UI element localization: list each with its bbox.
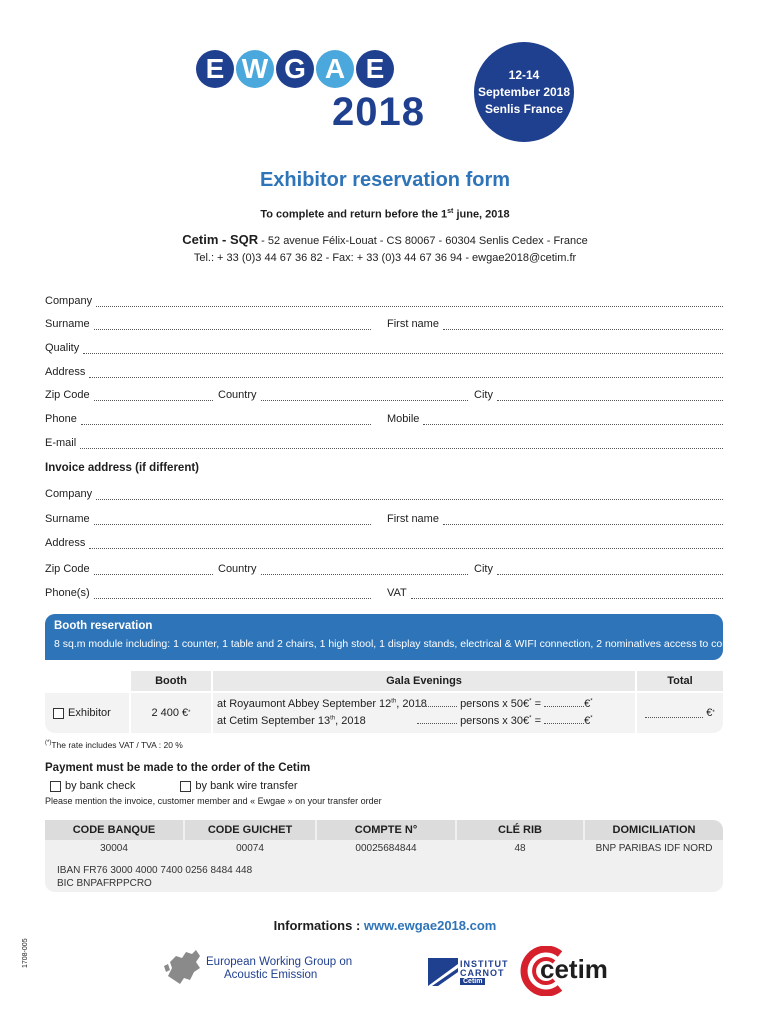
logo-letter: A bbox=[316, 50, 354, 88]
country-field[interactable] bbox=[218, 387, 468, 401]
mobile-field[interactable] bbox=[387, 411, 723, 425]
date-location: Senlis France bbox=[484, 101, 564, 116]
field-label: City bbox=[474, 389, 493, 401]
payment-options bbox=[50, 780, 298, 792]
carnot-text: INSTITUT bbox=[460, 959, 509, 969]
total-input[interactable] bbox=[645, 709, 703, 718]
iban-block bbox=[57, 864, 252, 890]
invoice-surname-field[interactable] bbox=[45, 511, 371, 525]
persons-label: persons x 30€ bbox=[460, 715, 530, 727]
bank-transfer-checkbox[interactable] bbox=[180, 781, 191, 792]
logo-letter: E bbox=[196, 50, 234, 88]
option-label: by bank check bbox=[65, 780, 136, 792]
bank-value: BNP PARIBAS IDF NORD bbox=[595, 843, 713, 854]
gala-royaumont bbox=[217, 698, 427, 710]
price-star: * bbox=[188, 710, 191, 716]
fill-line[interactable] bbox=[497, 390, 723, 401]
rate-star: * bbox=[529, 715, 532, 722]
euro-sign: € bbox=[584, 715, 591, 727]
bank-value: 30004 bbox=[100, 843, 128, 854]
fill-line[interactable] bbox=[83, 343, 723, 354]
invoice-city-field[interactable] bbox=[474, 561, 723, 575]
field-label: Company bbox=[45, 488, 93, 500]
rate-star: * bbox=[590, 698, 593, 705]
invoice-heading: Invoice address (if different) bbox=[45, 462, 200, 474]
booth-price: 2 400 € bbox=[151, 707, 189, 719]
rate-star: * bbox=[712, 710, 715, 716]
fill-line[interactable] bbox=[96, 489, 723, 500]
invoice-zip-code-field[interactable] bbox=[45, 561, 213, 575]
rate-star: * bbox=[590, 715, 593, 722]
surname-field[interactable] bbox=[45, 316, 371, 330]
ewg-line: European Working Group on bbox=[206, 956, 353, 968]
logo-letter: W bbox=[236, 50, 274, 88]
info-label: Informations : bbox=[273, 918, 364, 933]
document-code: 1708-005 bbox=[22, 938, 29, 968]
field-label: VAT bbox=[387, 587, 407, 599]
organizer-name: Cetim - SQR bbox=[182, 232, 259, 247]
fill-line[interactable] bbox=[89, 367, 723, 378]
field-label: Address bbox=[45, 537, 86, 549]
ewgae-logo bbox=[196, 50, 466, 140]
persons-label: persons x 50€ bbox=[460, 698, 530, 710]
carnot-text: CARNOT bbox=[460, 968, 505, 978]
info-line bbox=[0, 918, 770, 933]
footnote-mark: (*) bbox=[45, 740, 52, 747]
fill-line[interactable] bbox=[423, 414, 723, 425]
equals: = bbox=[531, 715, 545, 727]
ewg-logo-text bbox=[206, 956, 352, 982]
website-link[interactable]: www.ewgae2018.com bbox=[363, 918, 497, 933]
col-total-header: Total bbox=[637, 671, 723, 691]
fill-line[interactable] bbox=[497, 564, 723, 575]
gala-cetim bbox=[217, 715, 366, 727]
fill-line[interactable] bbox=[89, 538, 723, 549]
booth-title: Booth reservation bbox=[54, 620, 153, 632]
bank-header: CODE BANQUE bbox=[45, 820, 183, 840]
page-title: Exhibitor reservation form bbox=[259, 169, 511, 191]
event-date-badge bbox=[474, 42, 574, 142]
field-label: Zip Code bbox=[45, 389, 90, 401]
euro-sign: € bbox=[584, 698, 591, 710]
exhibitor-label: Exhibitor bbox=[68, 707, 111, 719]
date-month: September 2018 bbox=[477, 84, 571, 99]
gala-cell bbox=[213, 693, 635, 733]
invoice-address-field[interactable] bbox=[45, 535, 723, 549]
gala-label: at Royaumont Abbey September 12 bbox=[217, 698, 392, 710]
cetim-logo bbox=[520, 946, 610, 996]
bank-check-option[interactable] bbox=[50, 780, 135, 792]
fill-line[interactable] bbox=[96, 296, 723, 307]
exhibitor-checkbox[interactable] bbox=[53, 708, 64, 719]
europe-map-icon bbox=[162, 946, 204, 986]
fill-line[interactable] bbox=[443, 514, 723, 525]
quality-field[interactable] bbox=[45, 340, 723, 354]
logo-letter: G bbox=[276, 50, 314, 88]
bank-value: 00074 bbox=[236, 843, 264, 854]
carnot-icon bbox=[428, 958, 458, 986]
field-label: Phone(s) bbox=[45, 587, 90, 599]
field-label: Zip Code bbox=[45, 563, 90, 575]
deadline-text bbox=[0, 208, 770, 221]
bank-transfer-option[interactable] bbox=[180, 780, 297, 792]
field-label: Surname bbox=[45, 513, 90, 525]
fill-line[interactable] bbox=[443, 319, 723, 330]
rate-star: * bbox=[529, 698, 532, 705]
logo-letter: E bbox=[356, 50, 394, 88]
bank-check-checkbox[interactable] bbox=[50, 781, 61, 792]
fill-line[interactable] bbox=[80, 438, 723, 449]
phone-field[interactable] bbox=[45, 411, 371, 425]
logo-year: 2018 bbox=[332, 90, 425, 134]
field-label: Country bbox=[218, 563, 257, 575]
field-label: Mobile bbox=[387, 413, 420, 425]
bank-value: 00025684844 bbox=[355, 843, 417, 854]
booth-price-cell bbox=[131, 693, 211, 733]
fill-line[interactable] bbox=[94, 319, 371, 330]
gala-royaumont-persons[interactable] bbox=[417, 698, 593, 710]
bank-header: COMPTE N° bbox=[317, 820, 455, 840]
deadline-pre: To complete and return before the 1 bbox=[260, 208, 448, 221]
col-booth-header: Booth bbox=[131, 671, 211, 691]
gala-label: at Cetim September 13 bbox=[217, 715, 331, 727]
address-field[interactable] bbox=[45, 364, 723, 378]
cetim-wordmark: cetim bbox=[540, 954, 608, 984]
bic: BIC BNPAFRPPCRO bbox=[57, 878, 152, 889]
fill-line[interactable] bbox=[94, 390, 213, 401]
euro-sign: € bbox=[706, 707, 713, 719]
field-label: Surname bbox=[45, 318, 90, 330]
email-field[interactable] bbox=[45, 435, 723, 449]
gala-cetim-persons[interactable] bbox=[417, 715, 593, 727]
option-label: by bank wire transfer bbox=[195, 780, 298, 792]
invoice-first-name-field[interactable] bbox=[387, 511, 723, 525]
bank-value: 48 bbox=[514, 843, 526, 854]
bank-header: CODE GUICHET bbox=[185, 820, 315, 840]
date-days: 12-14 bbox=[508, 67, 540, 82]
field-label: City bbox=[474, 563, 493, 575]
total-cell[interactable] bbox=[637, 693, 723, 733]
fill-line[interactable] bbox=[81, 414, 371, 425]
field-label: Quality bbox=[45, 342, 80, 354]
persons-input[interactable] bbox=[417, 698, 457, 707]
amount-input[interactable] bbox=[544, 698, 584, 707]
persons-input[interactable] bbox=[417, 715, 457, 724]
invoice-company-field[interactable] bbox=[45, 486, 723, 500]
field-label: Phone bbox=[45, 413, 77, 425]
organizer-contact: Tel.: + 33 (0)3 44 67 36 82 - Fax: + 33 (0)3 44 67 36 94 - ewgae2018@cetim.fr bbox=[193, 252, 577, 264]
gala-sup: th bbox=[330, 715, 336, 722]
deadline-post: june, 2018 bbox=[453, 208, 510, 221]
fill-line[interactable] bbox=[94, 514, 371, 525]
gala-year: , 2018 bbox=[396, 698, 427, 710]
fill-line[interactable] bbox=[261, 390, 468, 401]
fill-line[interactable] bbox=[94, 588, 371, 599]
invoice-phones-field[interactable] bbox=[45, 585, 371, 599]
payment-title: Payment must be made to the order of the Cetim bbox=[45, 762, 311, 774]
field-label: Address bbox=[45, 366, 86, 378]
invoice-vat-field[interactable] bbox=[387, 585, 723, 599]
booth-reservation-banner bbox=[45, 614, 764, 660]
gala-sup: th bbox=[391, 698, 397, 705]
carnot-text: Cetim bbox=[460, 978, 485, 985]
field-label: Company bbox=[45, 295, 93, 307]
field-label: Country bbox=[218, 389, 257, 401]
fill-line[interactable] bbox=[411, 588, 723, 599]
equals: = bbox=[531, 698, 545, 710]
zip-code-field[interactable] bbox=[45, 387, 213, 401]
col-gala-header: Gala Evenings bbox=[213, 671, 635, 691]
footnote-text: The rate includes VAT / TVA : 20 % bbox=[51, 740, 183, 750]
deadline-sup: st bbox=[447, 208, 454, 215]
gala-year: , 2018 bbox=[335, 715, 366, 727]
exhibitor-option[interactable] bbox=[45, 693, 129, 733]
field-label: First name bbox=[387, 513, 439, 525]
bank-header: CLÉ RIB bbox=[457, 820, 583, 840]
invoice-country-field[interactable] bbox=[218, 561, 468, 575]
ewg-line: Acoustic Emission bbox=[224, 969, 318, 981]
carnot-logo bbox=[428, 958, 510, 986]
company-field[interactable] bbox=[45, 293, 723, 307]
fill-line[interactable] bbox=[94, 564, 213, 575]
organizer-street: - 52 avenue Félix-Louat - CS 80067 - 60304 Senlis Cedex - France bbox=[258, 235, 588, 247]
amount-input[interactable] bbox=[544, 715, 584, 724]
bank-header: DOMICILIATION bbox=[585, 820, 723, 840]
iban: IBAN FR76 3000 4000 7400 0256 8484 448 bbox=[57, 865, 253, 876]
vat-footnote bbox=[45, 740, 183, 750]
organizer-address bbox=[0, 232, 770, 247]
field-label: E-mail bbox=[45, 437, 77, 449]
payment-note: Please mention the invoice, customer member and « Ewgae » on your transfer order bbox=[45, 796, 382, 806]
field-label: First name bbox=[387, 318, 439, 330]
first-name-field[interactable] bbox=[387, 316, 723, 330]
fill-line[interactable] bbox=[261, 564, 468, 575]
logo-letters bbox=[196, 50, 394, 88]
city-field[interactable] bbox=[474, 387, 723, 401]
booth-description: 8 sq.m module including: 1 counter, 1 table and 2 chairs, 1 high stool, 1 display stands, electrical & WIFI connection, 2 nominatives access to conference bbox=[54, 638, 764, 650]
